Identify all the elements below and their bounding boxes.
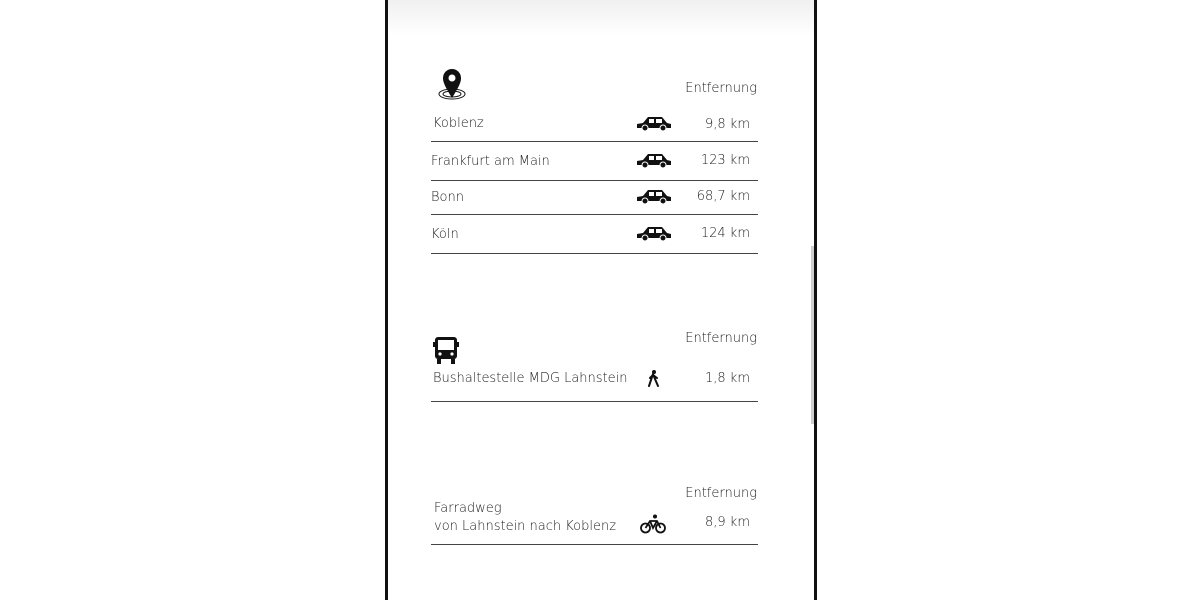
top-shadow [388, 0, 814, 36]
car-icon [635, 152, 673, 172]
list-item [431, 181, 758, 215]
distance-header: Entfernung [685, 331, 757, 346]
distance-value: 124 km [700, 226, 750, 241]
distance-header: Entfernung [685, 486, 757, 501]
list-item [431, 498, 758, 545]
distance-value: 8,9 km [705, 515, 750, 530]
distance-value: 68,7 km [696, 189, 750, 204]
distance-value: 9,8 km [705, 117, 750, 132]
row-divider [431, 253, 758, 254]
scrollbar[interactable] [811, 246, 814, 424]
distance-header: Entfernung [685, 81, 757, 96]
destination-name: Köln [431, 227, 459, 242]
destination-name: Bushaltestelle MDG Lahnstein [433, 371, 628, 386]
destination-name: Frankfurt am Main [431, 154, 550, 169]
list-item [431, 362, 758, 402]
car-icon [635, 115, 673, 135]
walking-icon [648, 370, 660, 391]
list-item [431, 142, 758, 181]
location-pin-icon [437, 68, 467, 106]
list-item [431, 108, 758, 142]
destination-name-line1: Farradweg [434, 501, 502, 516]
destination-name-line2: von Lahnstein nach Koblenz [434, 519, 617, 534]
list-item [431, 215, 758, 254]
distance-value: 1,8 km [705, 371, 750, 386]
distance-value: 123 km [700, 153, 750, 168]
destination-name: Koblenz [433, 116, 484, 131]
car-icon [635, 225, 673, 245]
row-divider [431, 544, 758, 545]
phone-frame [385, 0, 817, 600]
car-icon [635, 188, 673, 208]
bicycle-icon [640, 514, 666, 538]
destination-name: Bonn [431, 190, 464, 205]
row-divider [431, 401, 758, 402]
